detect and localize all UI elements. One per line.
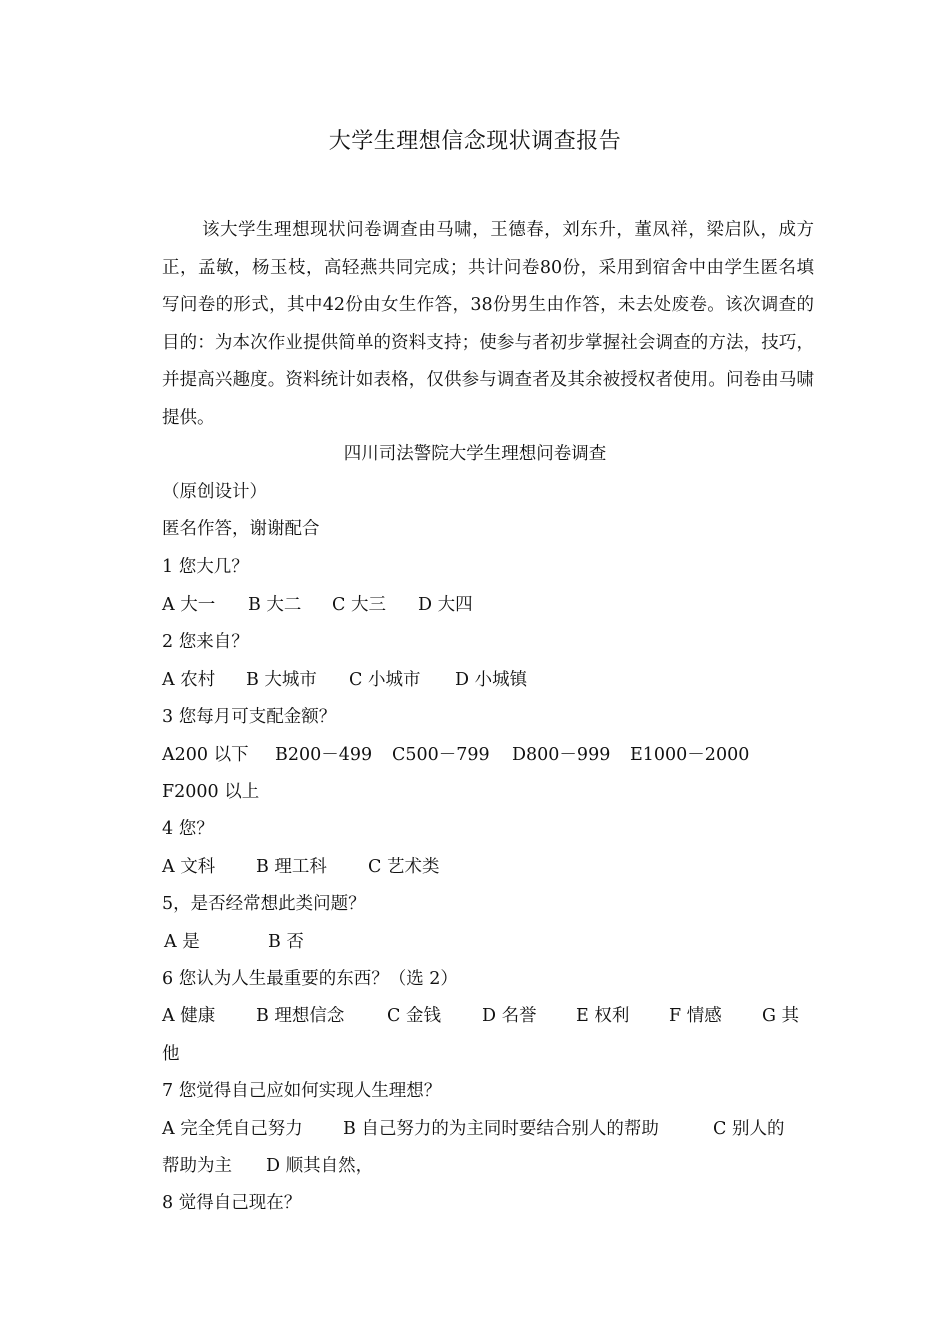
question-3: 3 您每月可支配金额？ [162,707,337,727]
question-2-options [162,666,527,691]
option: B 否 [268,932,304,952]
option: C 金钱 [387,1006,441,1026]
page-title: 大学生理想信念现状调查报告 [328,129,622,154]
question-5: 5，是否经常想此类问题？ [162,894,366,914]
option: A 农村 [162,670,216,690]
option: B200－499 [275,745,373,765]
option: B 理工科 [256,857,327,877]
option: C 大三 [332,595,386,615]
option: D 大四 [418,595,473,615]
question-1: 1 您大几？ [162,557,249,577]
option: C500－799 [392,745,490,765]
option: D 小城镇 [455,670,528,690]
option: A 健康 [162,1006,216,1026]
question-2: 2 您来自？ [162,632,249,652]
option: C 别人的 [713,1119,785,1139]
option: A200 以下 [162,745,249,765]
survey-title: 四川司法警院大学生理想问卷调查 [343,444,607,464]
question-7: 7 您觉得自己应如何实现人生理想？ [162,1081,442,1101]
option: A 大一 [162,595,216,615]
option: D 顺其自然， [266,1156,374,1176]
option: B 理想信念 [256,1006,345,1026]
question-5-options [164,928,304,953]
option: A 是 [164,932,200,952]
question-6: 6 您认为人生最重要的东西？（选 2） [162,969,458,989]
question-8: 8 觉得自己现在？ [162,1193,302,1213]
question-4-options [162,853,439,878]
option: G 其 [762,1006,800,1026]
survey-instruction: 匿名作答，谢谢配合 [162,519,320,539]
option: B 自己努力的为主同时要结合别人的帮助 [343,1119,659,1139]
option: C 小城市 [349,670,421,690]
option: B 大二 [248,595,302,615]
option: E 权利 [576,1006,630,1026]
question-3-options-continued: F2000 以上 [162,782,260,802]
question-6-options [162,1002,799,1027]
option: A 文科 [162,857,216,877]
option: D 名誉 [482,1006,537,1026]
survey-note: （原创设计） [162,482,267,502]
option: E1000－2000 [630,745,750,765]
question-7-options-continued [162,1152,373,1177]
option: C 艺术类 [368,857,440,877]
question-3-options [162,741,749,766]
question-4: 4 您？ [162,819,214,839]
question-7-options [162,1115,784,1140]
option: 帮助为主 [162,1156,232,1176]
intro-paragraph: 该大学生理想现状问卷调查由马啸，王德春，刘东升，董凤祥，梁启队，成方正，孟敏，杨玉枝，高轻燕共同完成；共计问卷80份，采用到宿舍中由学生匿名填写问卷的形式，其中42份由女生作答，38份男生由作答，未去处废卷。该次调查的目的：为本次作业提供简单的资料支持；使参与者初步掌握社会调查的方法，技巧，并提高兴趣度。资料统计如表格，仅供参与调查者及其余被授权者使用。问卷由马啸提供。 [162,220,814,428]
option: F 情感 [669,1006,722,1026]
question-1-options [162,591,473,616]
option: A 完全凭自己努力 [162,1119,303,1139]
option: B 大城市 [246,670,317,690]
question-6-options-continued: 他 [162,1044,180,1064]
option: D800－999 [512,745,611,765]
